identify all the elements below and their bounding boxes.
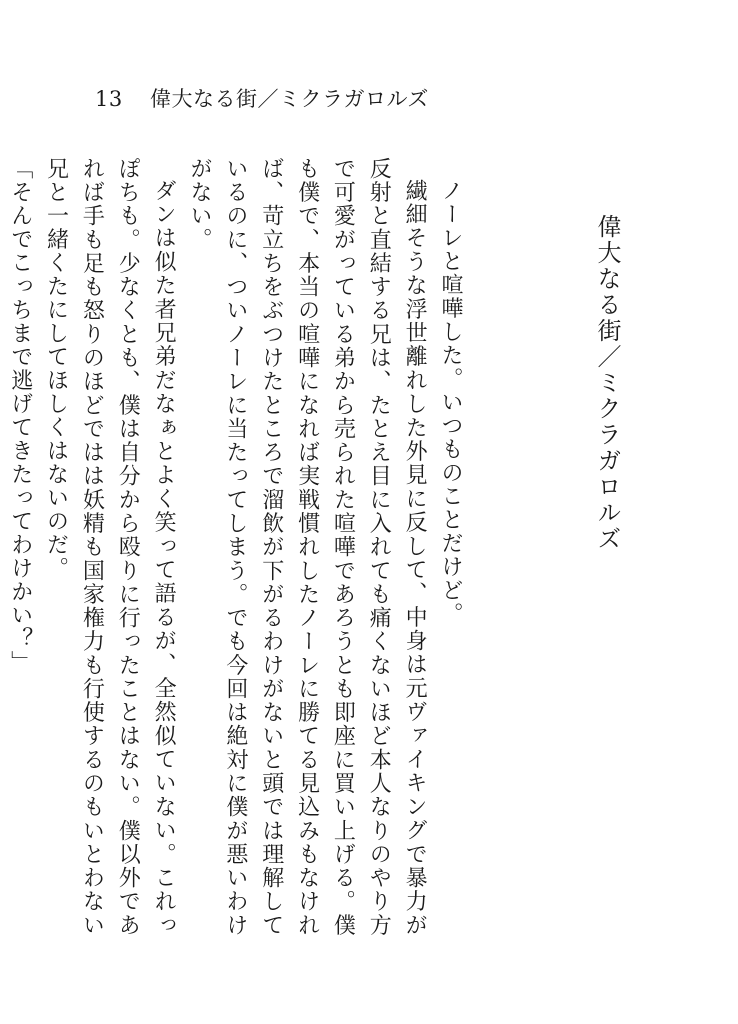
dialogue-line-1: 「そんでこっちまで逃げてきたってわけかい？」 [7, 157, 33, 674]
page-header [95, 83, 429, 113]
body-text [0, 157, 468, 937]
page-number: 13 [95, 87, 123, 111]
paragraph-2: 繊細そうな浮世離れした外見に反して、中身は元ヴァイキングで暴力が反射と直結する兄は、たとえ目に入れても痛くないほど本人なりのやり方で可愛がっている弟から売られた喧嘩であろうとも即座に買い上げる。僕も僕で、本当の喧嘩になれば実戦慣れしたノーレに勝てる見込みもなければ、苛立ちをぶつけたところで溜飲が下がるわけがないと頭では理解しているのに、ついノーレに当たってしまう。でも今回は絶対に僕が悪いわけがない。 [186, 157, 428, 937]
dialogue-line-2 [0, 157, 2, 937]
paragraph-1: ノーレと喧嘩した。いつものことだけど。 [438, 179, 463, 626]
running-title: 偉大なる街／ミクラガロルズ [150, 87, 429, 111]
paragraph-3: ダンは似た者兄弟だなぁとよく笑って語るが、全然似ていない。これっぽちも。少なくとも、僕は自分から殴りに行ったことはない。僕以外であれば手も足も怒りのほどではは妖精も国家権力も行使するのもいとわない兄と一緒くたにしてほしくはないのだ。 [43, 157, 177, 937]
chapter-title: 偉大なる街／ミクラガロルズ [593, 214, 621, 552]
